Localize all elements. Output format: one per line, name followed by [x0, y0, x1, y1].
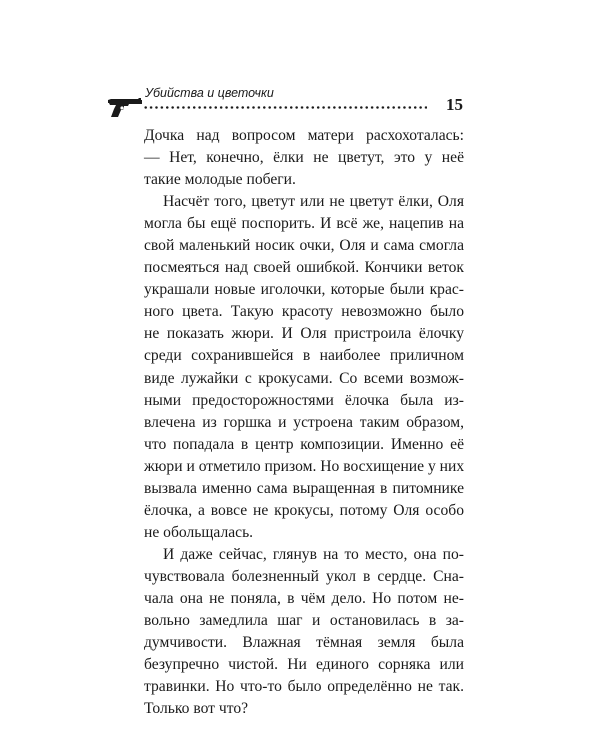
text-line: виде лужайки с крокусами. Со всеми возмож-	[144, 369, 464, 387]
text-line: вольно замедлила шаг и остановилась в за-	[144, 612, 464, 630]
text-line: чала она не поняла, в чём дело. Но потом не-	[144, 589, 464, 607]
text-line: ёлочка, а вовсе не крокусы, потому Оля особо	[144, 501, 464, 519]
body-text	[144, 125, 464, 720]
text-line: не показать жюри. И Оля пристроила ёлочку	[144, 325, 464, 343]
text-line: могла бы ещё поспорить. И всё же, нацепив на	[144, 215, 464, 233]
text-line: свой маленький носик очки, Оля и сама смогла	[144, 237, 464, 255]
page-number: 15	[446, 95, 463, 114]
text-line: думчивости. Влажная тёмная земля была	[144, 634, 464, 652]
text-line: И даже сейчас, глянув на то место, она по-	[163, 545, 464, 563]
text-line: украшали новые иголочки, которые были крас-	[144, 281, 464, 299]
text-line: жюри и отметило призом. Но восхищение у них	[144, 457, 465, 475]
text-line: Дочка над вопросом матери расхохоталась:	[144, 127, 464, 144]
text-line: не обольщалась.	[144, 523, 254, 541]
text-line: влечена из горшка и устроена таким образом,	[144, 413, 464, 431]
text-line: чувствовала болезненный укол в сердце. Сна-	[144, 567, 464, 585]
text-line: Насчёт того, цветут или не цветут ёлки, Оля	[163, 193, 464, 211]
text-line: посмеяться над своей ошибкой. Кончики веток	[144, 259, 464, 277]
text-line: ного цвета. Такую красоту невозможно было	[144, 303, 464, 321]
text-line: что попадала в центр композиции. Именно её	[144, 435, 464, 453]
revolver-icon	[107, 98, 143, 118]
text-line: ными предосторожностями ёлочка была из-	[144, 391, 464, 409]
text-line: среди сохранившейся в наиболее приличном	[144, 347, 464, 365]
text-line: безупречно чистой. Ни единого сорняка или	[144, 656, 464, 674]
text-line: — Нет, конечно, ёлки не цветут, это у неё	[144, 149, 464, 167]
series-title: Убийства и цветочки	[145, 86, 274, 100]
text-line: такие молодые побеги.	[144, 171, 296, 189]
running-header	[107, 86, 463, 120]
text-line: травинки. Но что-то было определённо не так.	[144, 678, 464, 696]
text-line: вызвала именно сама выращенная в питомнике	[144, 479, 464, 497]
text-line: Только вот что?	[144, 700, 249, 718]
dotted-leader	[143, 106, 427, 109]
